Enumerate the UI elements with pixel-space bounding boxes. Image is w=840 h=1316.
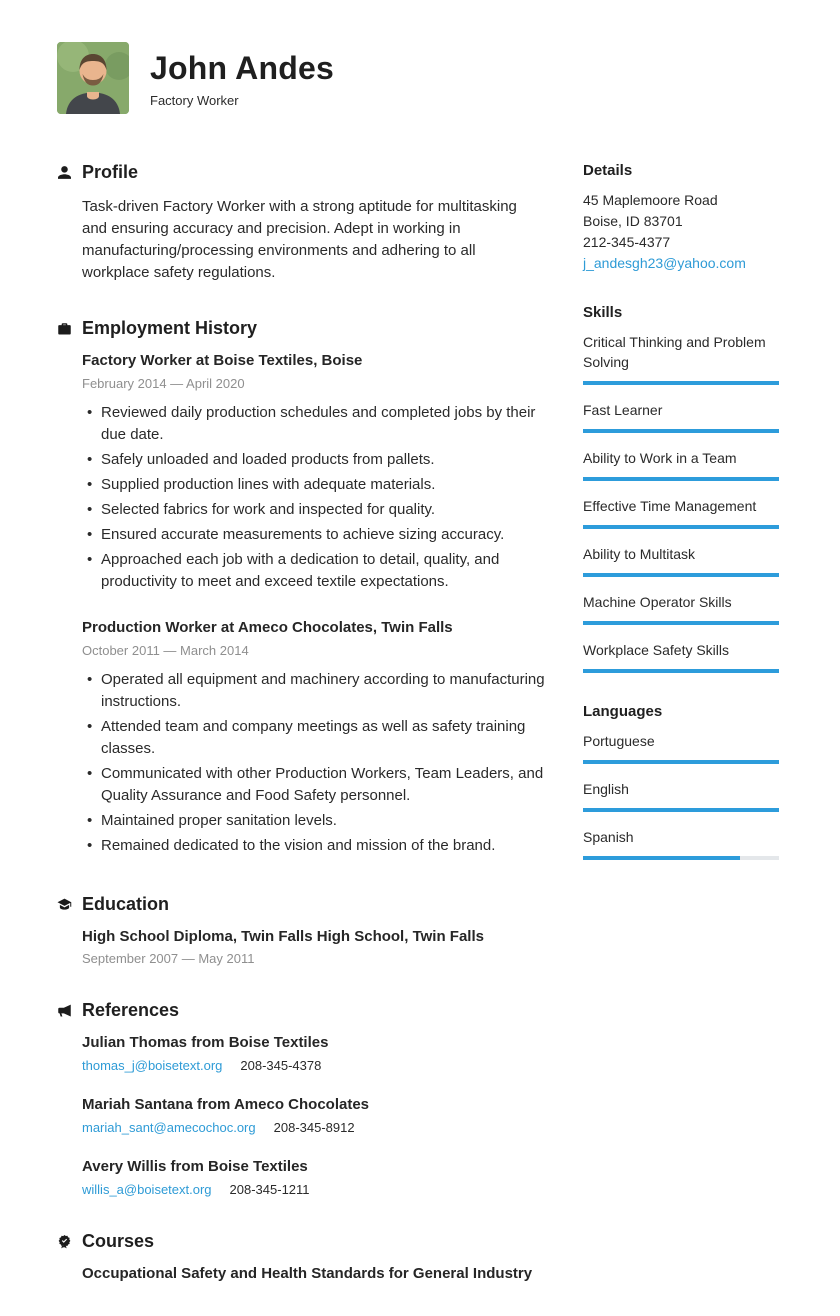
references-heading: References: [82, 1000, 180, 1020]
job-bullet: • Communicated with other Production Workers, Team Leaders, and Quality Assurance and Food Safety personnel.: [82, 763, 555, 807]
main-column: [57, 162, 555, 1316]
reference-email-link[interactable]: mariah_sant@amecochoc.org: [82, 1120, 256, 1135]
skill-bar-fill: [583, 381, 779, 385]
skill-item: [583, 544, 779, 577]
skill-label: Ability to Multitask: [583, 546, 696, 562]
skill-bar-fill: [583, 621, 779, 625]
section-education: [57, 894, 555, 966]
skill-label: Critical Thinking and Problem Solving: [583, 334, 766, 370]
header-text: [150, 42, 334, 108]
avatar-photo-placeholder: [57, 42, 129, 114]
section-references: [57, 1000, 555, 1197]
skill-bar-fill: [583, 669, 779, 673]
reference-name: Mariah Santana from Ameco Chocolates: [82, 1096, 370, 1113]
education-heading: Education: [82, 894, 170, 914]
profile-text: Task-driven Factory Worker with a strong aptitude for multitasking and ensuring accuracy and precision. Adept in working in manufacturing/processing environments and adhering to all workplace safety regulations.: [82, 198, 517, 281]
skill-item: [583, 332, 779, 385]
sidebar-languages: [583, 703, 779, 860]
course-title: Occupational Safety and Health Standards for General Industry: [82, 1265, 533, 1282]
skill-bar: [583, 669, 779, 673]
megaphone-icon: [57, 1000, 82, 1197]
person-job-title: Factory Worker: [150, 93, 239, 109]
job-bullet: • Maintained proper sanitation levels.: [82, 810, 555, 832]
education-dates: September 2007 — May 2011: [82, 951, 255, 966]
reference-entry: [82, 1096, 555, 1135]
job-entry: [82, 352, 555, 593]
skill-bar: [583, 381, 779, 385]
skill-label: Fast Learner: [583, 402, 663, 418]
skill-bar-fill: [583, 525, 779, 529]
job-bullet: • Approached each job with a dedication to detail, quality, and productivity to meet and exceed textile expectations.: [82, 549, 555, 593]
education-entry: [82, 928, 555, 966]
skill-bar: [583, 525, 779, 529]
job-bullet: • Remained dedicated to the vision and mission of the brand.: [82, 835, 555, 857]
education-title: High School Diploma, Twin Falls High School, Twin Falls: [82, 928, 484, 945]
content-columns: [57, 162, 779, 1316]
reference-contact: [82, 1182, 555, 1197]
profile-heading: Profile: [82, 162, 139, 182]
language-bar: [583, 808, 779, 812]
skill-label: Machine Operator Skills: [583, 594, 732, 610]
language-bar-fill: [583, 760, 779, 764]
job-title-line: Production Worker at Ameco Chocolates, Twin Falls: [82, 619, 453, 636]
sidebar-details: [583, 162, 779, 274]
courses-heading: Courses: [82, 1231, 155, 1251]
section-employment: [57, 318, 555, 860]
job-bullet: • Safely unloaded and loaded products from pallets.: [82, 449, 555, 471]
skill-item: [583, 448, 779, 481]
job-bullets: [82, 669, 555, 857]
reference-phone: 208-345-1211: [229, 1182, 310, 1197]
job-dates: February 2014 — April 2020: [82, 376, 245, 391]
skill-bar-fill: [583, 477, 779, 481]
reference-entry: [82, 1158, 555, 1197]
languages-heading: Languages: [583, 703, 663, 720]
skill-bar: [583, 573, 779, 577]
skill-item: [583, 640, 779, 673]
skill-label: Workplace Safety Skills: [583, 642, 730, 658]
language-label: Portuguese: [583, 733, 655, 749]
reference-contact: [82, 1058, 555, 1073]
graduation-cap-icon: [57, 894, 82, 966]
language-item: [583, 827, 779, 860]
skill-bar: [583, 621, 779, 625]
skill-bar-fill: [583, 573, 779, 577]
job-bullet: • Supplied production lines with adequate materials.: [82, 474, 555, 496]
language-item: [583, 731, 779, 764]
reference-email-link[interactable]: thomas_j@boisetext.org: [82, 1058, 223, 1073]
skill-label: Effective Time Management: [583, 498, 757, 514]
skill-bar: [583, 429, 779, 433]
skill-item: [583, 496, 779, 529]
skill-bar-fill: [583, 429, 779, 433]
skill-item: [583, 400, 779, 433]
reference-phone: 208-345-8912: [273, 1120, 355, 1135]
language-bar: [583, 856, 779, 860]
certificate-badge-icon: [57, 1231, 82, 1282]
language-bar: [583, 760, 779, 764]
reference-contact: [82, 1120, 555, 1135]
language-item: [583, 779, 779, 812]
email-link[interactable]: j_andesgh23@yahoo.com: [583, 255, 746, 271]
skill-bar: [583, 477, 779, 481]
profile-person-icon: [57, 162, 82, 284]
language-bar-fill: [583, 808, 779, 812]
skill-label: Ability to Work in a Team: [583, 450, 737, 466]
reference-email-link[interactable]: willis_a@boisetext.org: [82, 1182, 212, 1197]
avatar: [57, 42, 129, 114]
language-label: English: [583, 781, 629, 797]
language-label: Spanish: [583, 829, 634, 845]
reference-entry: [82, 1034, 555, 1073]
briefcase-icon: [57, 318, 82, 860]
job-bullets: [82, 402, 555, 593]
job-title-line: Factory Worker at Boise Textiles, Boise: [82, 352, 363, 369]
reference-name: Julian Thomas from Boise Textiles: [82, 1034, 329, 1051]
section-courses: [57, 1231, 555, 1282]
section-profile: [57, 162, 555, 284]
address-line: Boise, ID 83701: [583, 213, 683, 229]
job-bullet: • Ensured accurate measurements to achieve sizing accuracy.: [82, 524, 555, 546]
job-bullet: • Operated all equipment and machinery according to manufacturing instructions.: [82, 669, 555, 713]
resume-header: [57, 42, 779, 114]
sidebar: [583, 162, 779, 1316]
skills-heading: Skills: [583, 304, 623, 321]
reference-name: Avery Willis from Boise Textiles: [82, 1158, 308, 1175]
job-dates: October 2011 — March 2014: [82, 643, 249, 658]
job-bullet: • Selected fabrics for work and inspected for quality.: [82, 499, 555, 521]
employment-heading: Employment History: [82, 318, 258, 338]
job-entry: [82, 619, 555, 857]
reference-phone: 208-345-4378: [240, 1058, 322, 1073]
details-heading: Details: [583, 162, 633, 179]
language-bar-fill: [583, 856, 740, 860]
address-line: 45 Maplemoore Road: [583, 192, 718, 208]
skill-item: [583, 592, 779, 625]
sidebar-skills: [583, 304, 779, 673]
person-name: John Andes: [150, 50, 334, 86]
phone-number: 212-345-4377: [583, 234, 671, 250]
job-bullet: • Attended team and company meetings as well as safety training classes.: [82, 716, 555, 760]
job-bullet: • Reviewed daily production schedules and completed jobs by their due date.: [82, 402, 555, 446]
